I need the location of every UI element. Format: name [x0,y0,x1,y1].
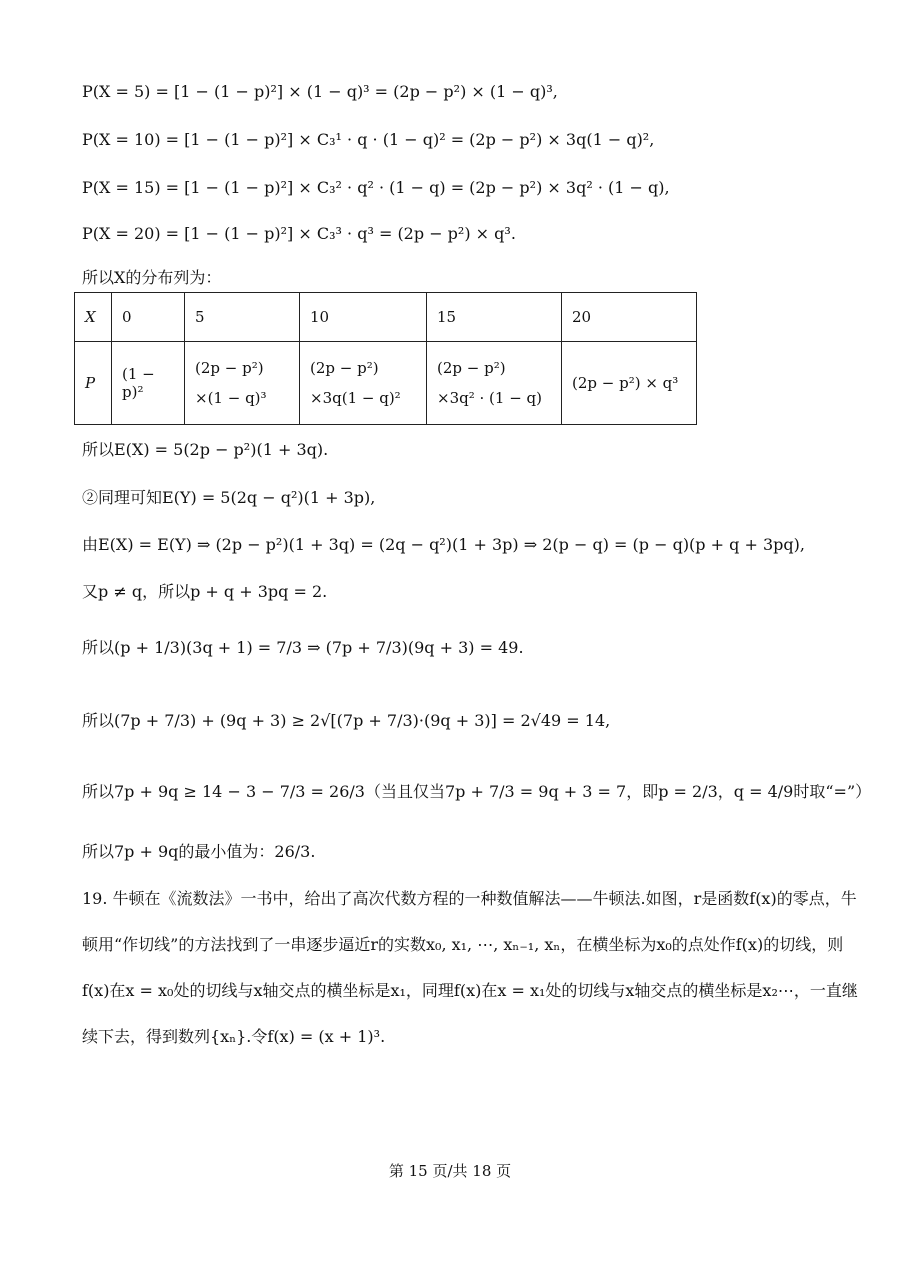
cell-line: (2p − p²) [437,359,506,377]
table-cell [185,342,300,425]
table-cell: P [75,342,112,425]
am-gm-line: 所以(7p + 7/3) + (9q + 3) ≥ 2√[(7p + 7/3)·(9q + 3)] = 2√49 = 14, [82,711,611,730]
table-cell [300,342,427,425]
table-cell: (2p − p²) × q³ [562,342,697,425]
inequality-line: 所以7p + 9q ≥ 14 − 3 − 7/3 = 26/3（当且仅当7p + 7/3 = 9q + 3 = 7，即p = 2/3，q = 4/9时取“=”） [82,782,872,801]
cell-line: (2p − p²) [310,359,379,377]
minimum-line: 所以7p + 9q的最小值为：26/3. [82,842,316,861]
table-cell: 15 [427,293,562,342]
page-footer: 第 15 页/共 18 页 [388,1162,512,1180]
table-cell: 20 [562,293,697,342]
equation-line: 由E(X) = E(Y) ⇒ (2p − p²)(1 + 3q) = (2q − q²)(1 + 3p) ⇒ 2(p − q) = (p − q)(p + q + 3pq), [82,535,805,554]
table-cell: X [75,293,112,342]
formula-p10: P(X = 10) = [1 − (1 − p)²] × C₃¹ · q · (1 − q)² = (2p − p²) × 3q(1 − q)², [82,130,655,149]
formula-p15: P(X = 15) = [1 − (1 − p)²] × C₃² · q² · (1 − q) = (2p − p²) × 3q² · (1 − q), [82,178,670,197]
cell-line: (2p − p²) [195,359,264,377]
expectation-x: 所以E(X) = 5(2p − p²)(1 + 3q). [82,440,329,459]
table-row [75,293,697,342]
condition-line: 又p ≠ q，所以p + q + 3pq = 2. [82,582,328,601]
table-cell: 5 [185,293,300,342]
distribution-table [74,292,697,425]
cell-line: ×(1 − q)³ [195,389,267,407]
problem-19: 19. 牛顿在《流数法》一书中，给出了高次代数方程的一种数值解法——牛顿法.如图，r是函数f(x)的零点，牛顿用“作切线”的方法找到了一串逐步逼近r的实数x₀, x₁, ⋯, xₙ₋₁, xₙ，在横坐标为x₀的点处作f(x)的切线，则f(x)在x = x₀处的切线与x轴交点的横坐标是x₁，同理f(x)在x = x₁处的切线与x轴交点的横坐标是x₂⋯，一直继续下去，得到数列{xₙ}.令f(x) = (x + 1)³. [82,889,858,1046]
table-cell: 0 [112,293,185,342]
formula-p5: P(X = 5) = [1 − (1 − p)²] × (1 − q)³ = (2p − p²) × (1 − q)³, [82,82,558,101]
cell-line: ×3q(1 − q)² [310,389,401,407]
formula-p20: P(X = 20) = [1 − (1 − p)²] × C₃³ · q³ = (2p − p²) × q³. [82,224,516,243]
table-cell: (1 − p)² [112,342,185,425]
table-cell: 10 [300,293,427,342]
product-line: 所以(p + 1/3)(3q + 1) = 7/3 ⇒ (7p + 7/3)(9q + 3) = 49. [82,638,524,657]
table-cell [427,342,562,425]
table-row [75,342,697,425]
expectation-y: ②同理可知E(Y) = 5(2q − q²)(1 + 3p), [82,488,376,507]
distribution-intro: 所以X的分布列为： [82,268,222,287]
cell-line: ×3q² · (1 − q) [437,389,542,407]
